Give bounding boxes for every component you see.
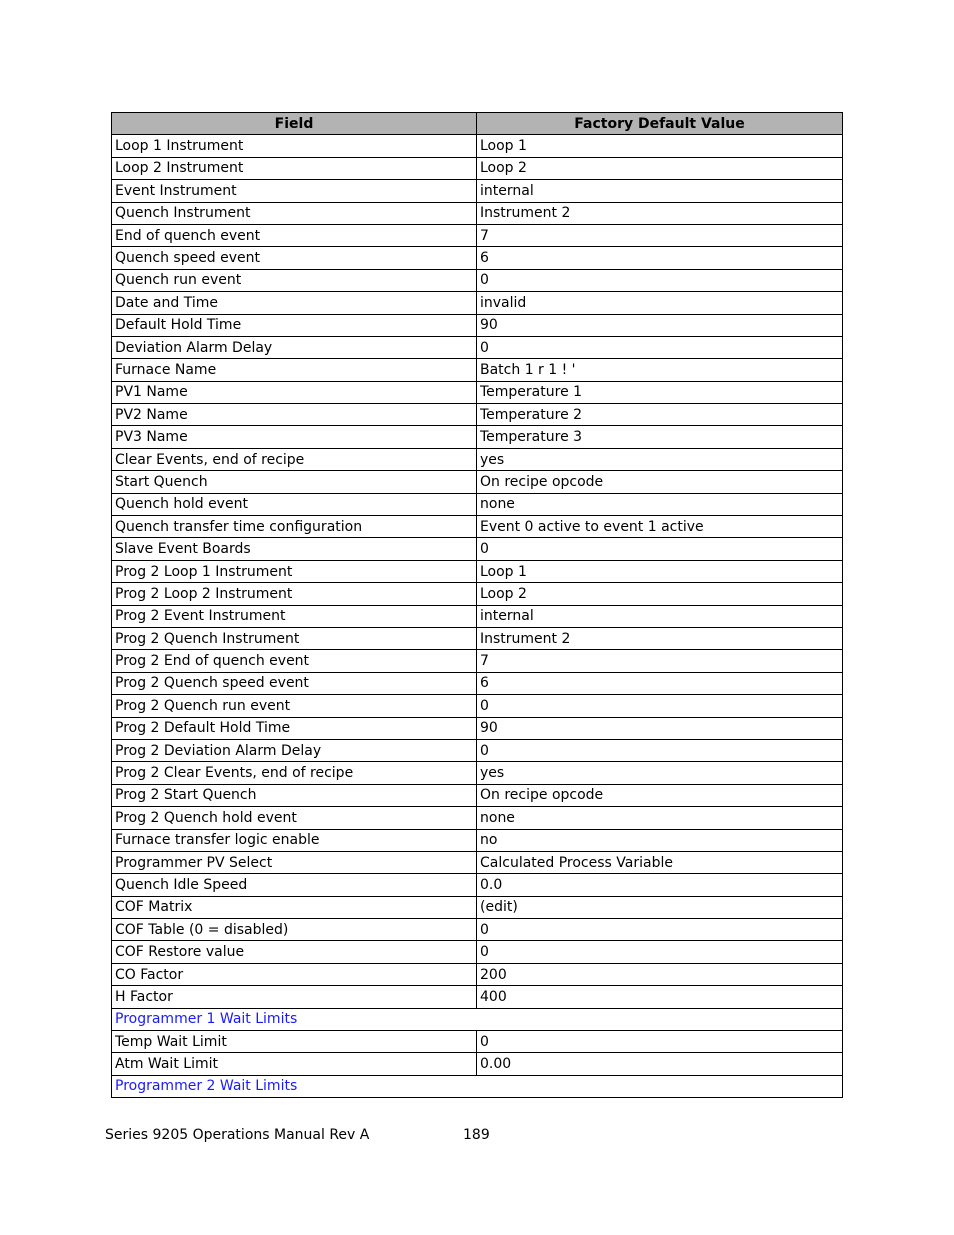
field-cell: Prog 2 Start Quench [112,784,477,806]
default-value-cell: 90 [477,717,843,739]
default-value-cell: Loop 1 [477,560,843,582]
default-value-cell: Temperature 1 [477,381,843,403]
default-value-cell: (edit) [477,896,843,918]
default-value-cell: Loop 2 [477,157,843,179]
field-cell: Deviation Alarm Delay [112,336,477,358]
field-cell: Quench run event [112,269,477,291]
table-row [112,762,843,784]
section-heading: Programmer 1 Wait Limits [112,1008,843,1030]
header-default-value: Factory Default Value [477,113,843,135]
default-value-cell: internal [477,605,843,627]
table-row [112,336,843,358]
default-value-cell: On recipe opcode [477,784,843,806]
table-row [112,717,843,739]
footer-manual-title: Series 9205 Operations Manual Rev A [105,1127,370,1143]
field-cell: Date and Time [112,292,477,314]
header-field: Field [112,113,477,135]
field-cell: Prog 2 Quench Instrument [112,627,477,649]
table-row [112,448,843,470]
table-row [112,896,843,918]
section-row [112,1008,843,1030]
field-cell: Atm Wait Limit [112,1053,477,1075]
table-row [112,359,843,381]
default-value-cell: yes [477,762,843,784]
field-cell: Start Quench [112,471,477,493]
table-row [112,292,843,314]
default-value-cell: 0 [477,269,843,291]
default-value-cell: none [477,493,843,515]
field-cell: Prog 2 Loop 1 Instrument [112,560,477,582]
table-row [112,180,843,202]
table-row [112,739,843,761]
field-cell: Prog 2 Quench speed event [112,672,477,694]
table-row [112,963,843,985]
field-cell: PV3 Name [112,426,477,448]
field-cell: Quench Instrument [112,202,477,224]
field-cell: Prog 2 Event Instrument [112,605,477,627]
table-row [112,224,843,246]
field-cell: Quench transfer time configuration [112,516,477,538]
factory-defaults-table [111,112,843,1098]
field-cell: COF Table (0 = disabled) [112,919,477,941]
default-value-cell: 0 [477,941,843,963]
table-row [112,471,843,493]
table-row [112,986,843,1008]
default-value-cell: 0 [477,1031,843,1053]
default-value-cell: Calculated Process Variable [477,851,843,873]
table-row [112,135,843,157]
default-value-cell: internal [477,180,843,202]
field-cell: CO Factor [112,963,477,985]
default-value-cell: 0 [477,739,843,761]
table-row [112,583,843,605]
default-value-cell: Instrument 2 [477,627,843,649]
field-cell: Default Hold Time [112,314,477,336]
table-row [112,672,843,694]
field-cell: Prog 2 Quench run event [112,695,477,717]
table-row [112,941,843,963]
default-value-cell: Loop 1 [477,135,843,157]
field-cell: COF Restore value [112,941,477,963]
default-value-cell: Event 0 active to event 1 active [477,516,843,538]
default-value-cell: Temperature 3 [477,426,843,448]
field-cell: Temp Wait Limit [112,1031,477,1053]
field-cell: Quench Idle Speed [112,874,477,896]
field-cell: Prog 2 Default Hold Time [112,717,477,739]
field-cell: Prog 2 Deviation Alarm Delay [112,739,477,761]
table-row [112,650,843,672]
table-row [112,919,843,941]
default-value-cell: 0 [477,336,843,358]
default-value-cell: Loop 2 [477,583,843,605]
field-cell: Loop 1 Instrument [112,135,477,157]
section-row [112,1075,843,1097]
table-row [112,1053,843,1075]
default-value-cell: 6 [477,672,843,694]
table-row [112,269,843,291]
field-cell: Event Instrument [112,180,477,202]
field-cell: Prog 2 Quench hold event [112,807,477,829]
default-value-cell: yes [477,448,843,470]
default-value-cell: 0.00 [477,1053,843,1075]
default-value-cell: 6 [477,247,843,269]
default-value-cell: 0.0 [477,874,843,896]
default-value-cell: 0 [477,919,843,941]
field-cell: Prog 2 Clear Events, end of recipe [112,762,477,784]
field-cell: Prog 2 Loop 2 Instrument [112,583,477,605]
field-cell: PV1 Name [112,381,477,403]
default-value-cell: On recipe opcode [477,471,843,493]
table-row [112,493,843,515]
table-row [112,202,843,224]
default-value-cell: 400 [477,986,843,1008]
table-header-row [112,113,843,135]
field-cell: Loop 2 Instrument [112,157,477,179]
table-row [112,829,843,851]
default-value-cell: 200 [477,963,843,985]
table-row [112,404,843,426]
default-value-cell: 7 [477,650,843,672]
section-heading: Programmer 2 Wait Limits [112,1075,843,1097]
table-body [112,135,843,1098]
default-value-cell: Temperature 2 [477,404,843,426]
table-row [112,1031,843,1053]
footer-page-number: 189 [463,1127,490,1143]
table-row [112,426,843,448]
table-row [112,807,843,829]
default-value-cell: 0 [477,695,843,717]
default-value-cell: none [477,807,843,829]
table-row [112,560,843,582]
table-row [112,314,843,336]
field-cell: Furnace Name [112,359,477,381]
table-row [112,605,843,627]
default-value-cell: Batch 1 r 1 ! ' [477,359,843,381]
table-row [112,851,843,873]
field-cell: Quench hold event [112,493,477,515]
field-cell: COF Matrix [112,896,477,918]
field-cell: Quench speed event [112,247,477,269]
field-cell: End of quench event [112,224,477,246]
table-row [112,538,843,560]
table-row [112,784,843,806]
default-value-cell: invalid [477,292,843,314]
field-cell: Slave Event Boards [112,538,477,560]
table-row [112,381,843,403]
default-value-cell: 90 [477,314,843,336]
table-row [112,627,843,649]
table-row [112,516,843,538]
field-cell: Prog 2 End of quench event [112,650,477,672]
field-cell: H Factor [112,986,477,1008]
field-cell: Programmer PV Select [112,851,477,873]
table-row [112,157,843,179]
field-cell: Clear Events, end of recipe [112,448,477,470]
default-value-cell: 7 [477,224,843,246]
table-row [112,874,843,896]
field-cell: PV2 Name [112,404,477,426]
default-value-cell: Instrument 2 [477,202,843,224]
default-value-cell: 0 [477,538,843,560]
default-value-cell: no [477,829,843,851]
field-cell: Furnace transfer logic enable [112,829,477,851]
table-row [112,247,843,269]
table-row [112,695,843,717]
